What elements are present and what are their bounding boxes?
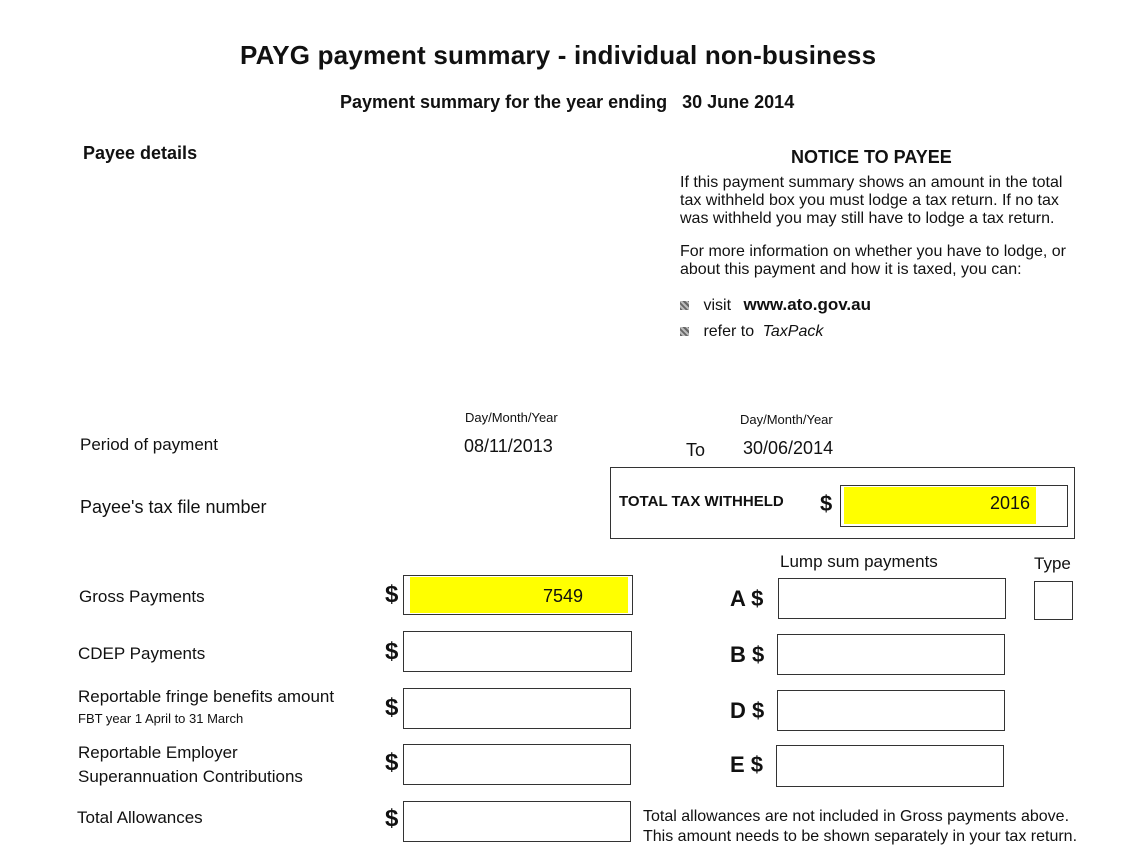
lump-sum-b-label: B $ <box>730 642 765 667</box>
period-from-date: 08/11/2013 <box>464 436 553 456</box>
ato-link[interactable]: www.ato.gov.au <box>743 295 871 314</box>
subtitle <box>340 92 794 113</box>
page-title: PAYG payment summary - individual non-business <box>240 40 877 70</box>
subtitle-date: 30 June 2014 <box>682 92 795 112</box>
lump-sum-e-field[interactable] <box>776 745 1004 787</box>
gross-payments-label: Gross Payments <box>79 587 205 606</box>
total-allowances-field[interactable] <box>403 801 631 842</box>
tax-file-number-label: Payee's tax file number <box>80 497 267 517</box>
super-contributions-label: Reportable Employer <box>78 743 238 762</box>
gross-payments-value: 7549 <box>543 586 584 606</box>
period-to-label: To <box>686 440 706 460</box>
total-allowances-currency: $ <box>385 805 399 832</box>
notice-line: was withheld you may still have to lodge a tax return. <box>680 210 1055 227</box>
notice-bullet-taxpack <box>680 323 823 341</box>
total-tax-withheld-value: 2016 <box>990 493 1031 513</box>
lump-sum-heading: Lump sum payments <box>780 552 938 571</box>
lump-sum-type-field[interactable] <box>1034 581 1073 620</box>
allowances-note-line: Total allowances are not included in Gross payments above. <box>643 808 1070 825</box>
lump-sum-e-label: E $ <box>730 752 764 777</box>
date-format-label-to: Day/Month/Year <box>740 412 833 427</box>
lump-sum-d-field[interactable] <box>777 690 1005 731</box>
fringe-benefits-field[interactable] <box>403 688 631 729</box>
lump-sum-b-field[interactable] <box>777 634 1005 675</box>
date-format-label-from: Day/Month/Year <box>465 410 558 425</box>
notice-line: If this payment summary shows an amount in the total <box>680 174 1063 191</box>
highlight-mark <box>410 577 628 613</box>
total-tax-currency: $ <box>820 491 833 516</box>
fringe-benefits-sublabel: FBT year 1 April to 31 March <box>78 711 244 726</box>
cdep-payments-currency: $ <box>385 638 399 665</box>
payee-details-label: Payee details <box>83 143 198 163</box>
period-of-payment-label: Period of payment <box>80 435 218 454</box>
lump-sum-a-field[interactable] <box>778 578 1006 619</box>
total-allowances-label: Total Allowances <box>77 808 203 827</box>
notice-line: tax withheld box you must lodge a tax return. If no tax <box>680 192 1059 209</box>
notice-heading: NOTICE TO PAYEE <box>791 147 952 167</box>
allowances-note-line: This amount needs to be shown separately in your tax return. <box>643 828 1078 845</box>
fringe-benefits-currency: $ <box>385 694 399 721</box>
total-tax-withheld-label: TOTAL TAX WITHHELD <box>619 493 784 510</box>
gross-payments-currency: $ <box>385 581 399 608</box>
cdep-payments-field[interactable] <box>403 631 632 672</box>
allowances-note <box>643 807 1077 847</box>
bullet-text: refer to <box>703 323 755 340</box>
type-label: Type <box>1034 554 1071 573</box>
taxpack-text: TaxPack <box>762 323 824 340</box>
square-bullet-icon <box>680 327 689 336</box>
super-contributions-field[interactable] <box>403 744 631 785</box>
super-contributions-label-line2: Superannuation Contributions <box>78 767 303 786</box>
super-contributions-currency: $ <box>385 749 399 776</box>
cdep-payments-label: CDEP Payments <box>78 644 206 663</box>
bullet-text: visit <box>703 297 732 314</box>
period-to-date: 30/06/2014 <box>743 438 834 458</box>
notice-paragraph-2 <box>680 243 1066 279</box>
square-bullet-icon <box>680 301 689 310</box>
lump-sum-a-label: A $ <box>730 586 764 611</box>
fringe-benefits-label: Reportable fringe benefits amount <box>78 687 335 706</box>
subtitle-prefix: Payment summary for the year ending <box>340 92 668 112</box>
notice-line: For more information on whether you have to lodge, or <box>680 243 1066 260</box>
notice-line: about this payment and how it is taxed, you can: <box>680 261 1022 278</box>
notice-paragraph-1 <box>680 174 1062 228</box>
lump-sum-d-label: D $ <box>730 698 765 723</box>
notice-bullet-visit <box>680 295 871 315</box>
